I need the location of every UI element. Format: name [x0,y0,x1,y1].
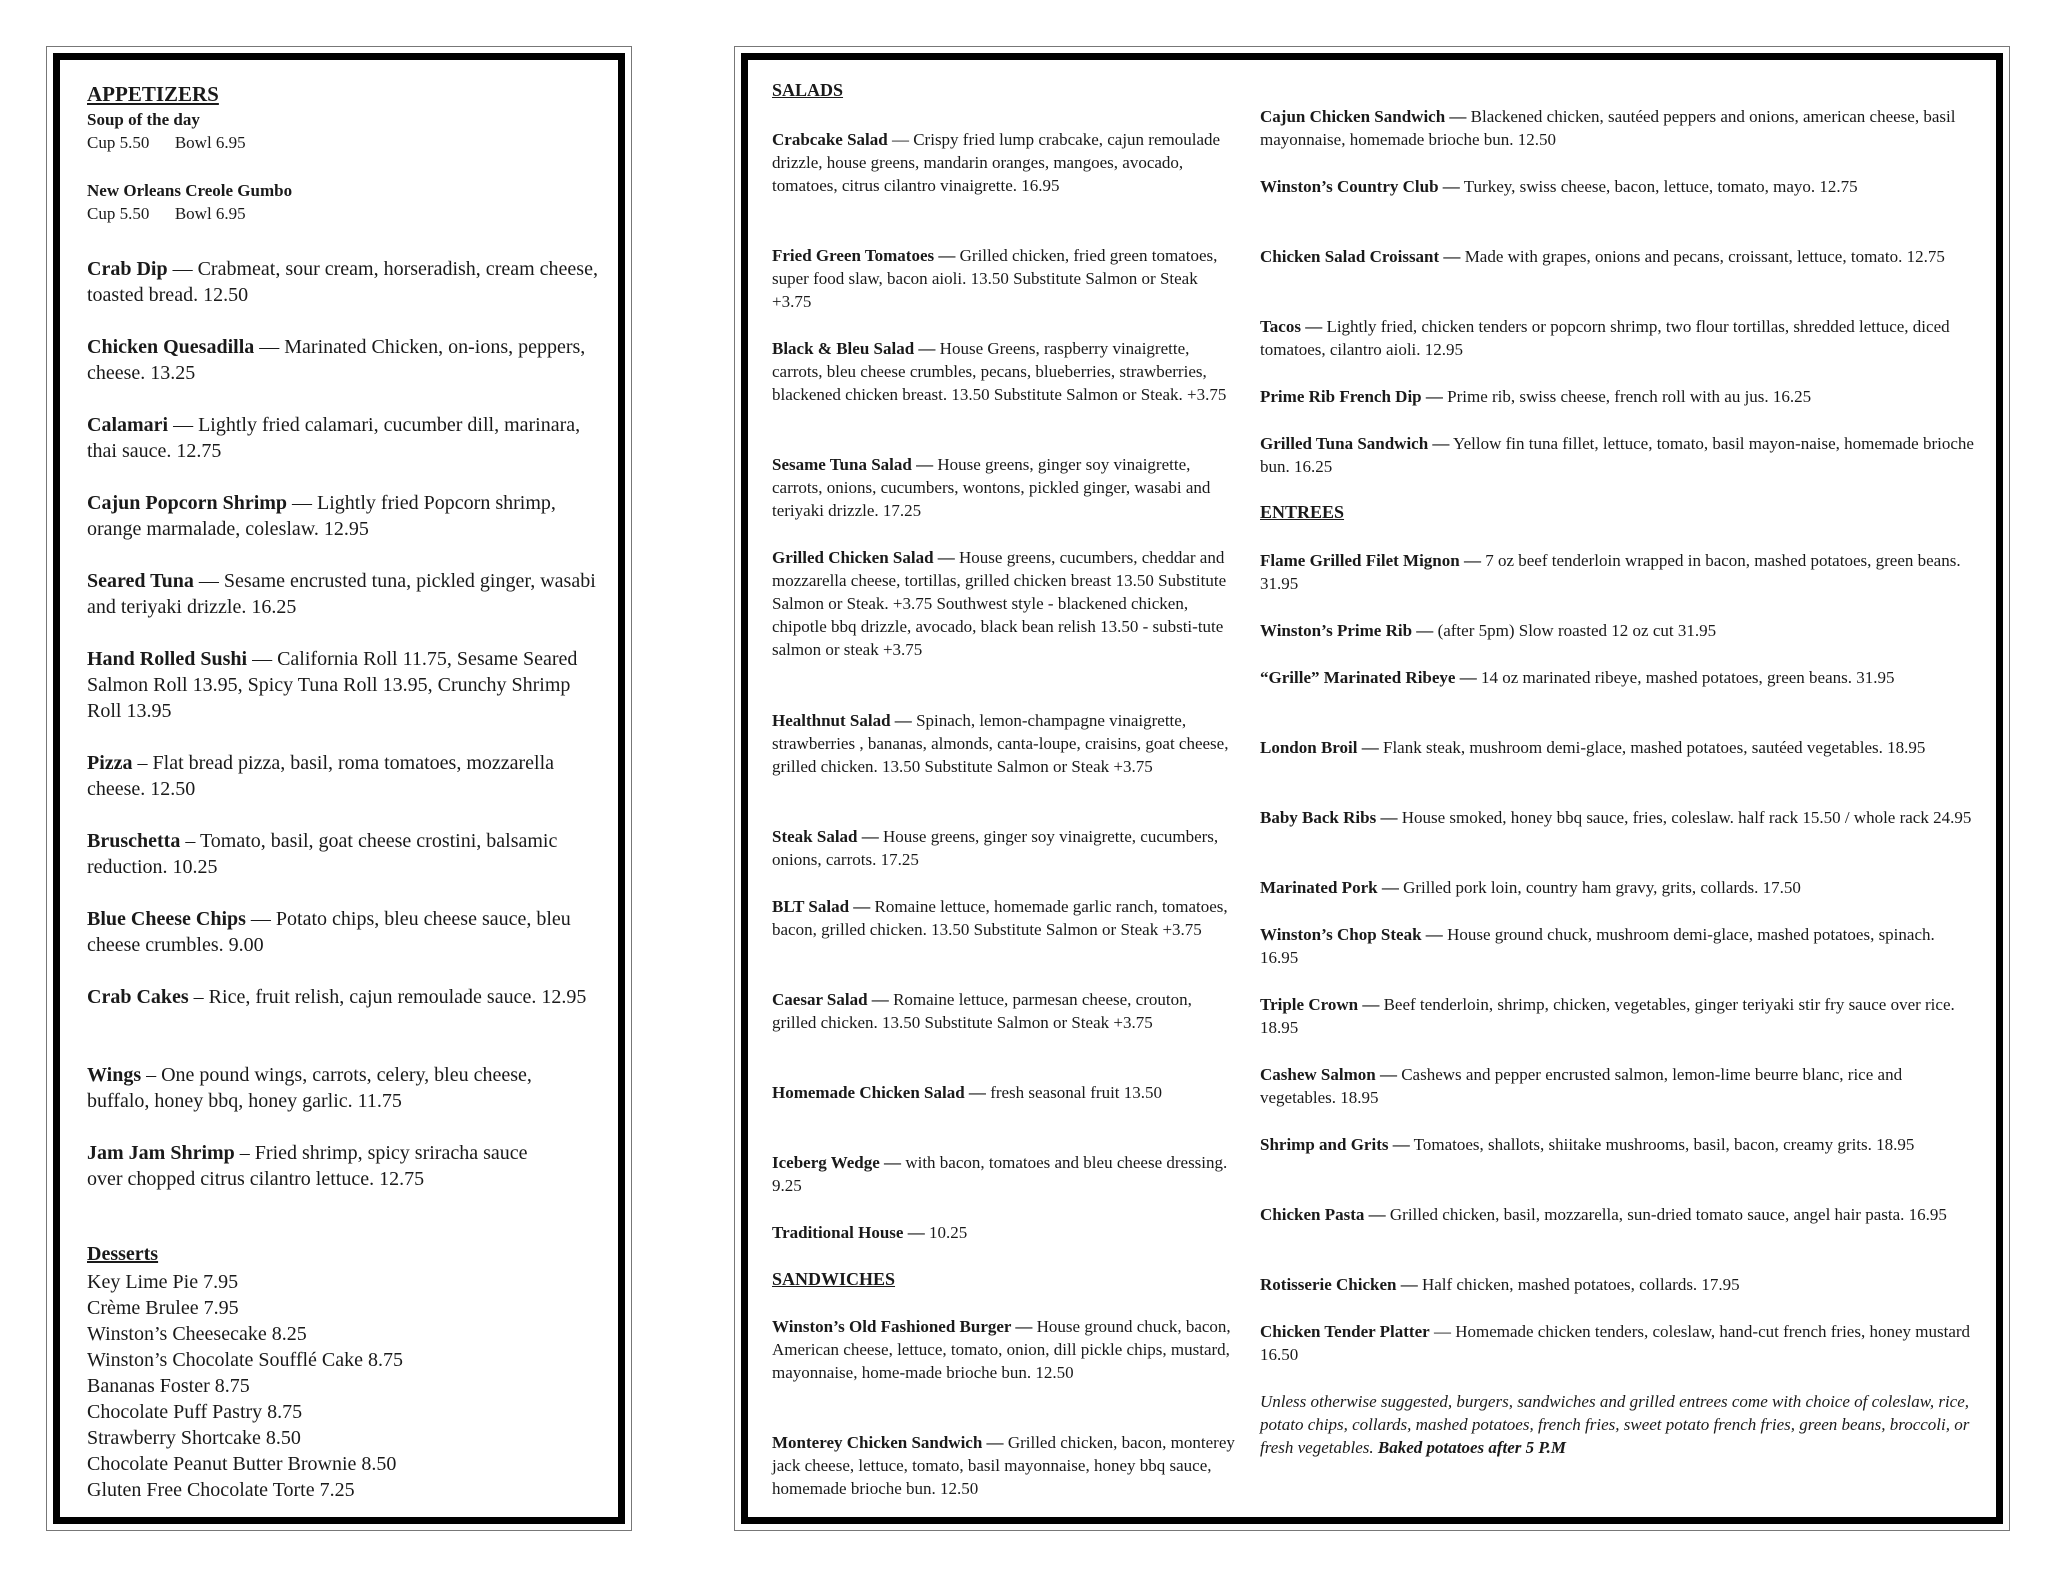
item-desc: Cashews and pepper encrusted salmon, lemon-lime beurre blanc, rice and vegetables. 18.95 [1260,1065,1903,1107]
item-desc: Tomatoes, shallots, shiitake mushrooms, basil, bacon, creamy grits. 18.95 [1409,1135,1915,1154]
item-name: Hand Rolled Sushi [87,648,248,670]
menu-item [1260,1203,1975,1226]
item-name: Seared Tuna [87,570,194,592]
item-name: Chicken Tender Platter [1260,1322,1430,1341]
item-desc: 14 oz marinated ribeye, mashed potatoes, green beans. 31.95 [1476,668,1895,687]
item-desc: (after 5pm) Slow roasted 12 oz cut 31.95 [1433,621,1717,640]
item-desc: — California Roll 11.75, Sesame Seared Salmon Roll 13.95, Spicy Tuna Roll 13.95, Crunchy Shrimp Roll 13.95 [87,648,578,722]
item-desc: – One pound wings, carrots, celery, bleu cheese, buffalo, honey bbq, honey garlic. 11.75 [87,1064,532,1112]
item-desc: House ground chuck, bacon, American cheese, lettuce, tomato, onion, dill pickle chips, mustard, mayonnaise, home-made brioche bun. 12.50 [772,1317,1231,1382]
gumbo-item [87,179,292,225]
salads-heading: SALADS [772,80,844,100]
item-desc: — Sesame encrusted tuna, pickled ginger, wasabi and teriyaki drizzle. 16.25 [87,570,596,618]
item-name: Sesame Tuna Salad — [772,455,934,474]
menu-item [1260,993,1975,1039]
menu-item [1260,175,1975,198]
desserts-heading: Desserts [87,1243,159,1265]
item-name: Flame Grilled Filet Mignon — [1260,551,1481,570]
menu-item [772,709,1237,778]
menu-item [1260,315,1975,361]
item-name: Grilled Tuna Sandwich — [1260,434,1450,453]
item-desc: Spinach, lemon-champagne vinaigrette, strawberries , bananas, almonds, canta-loupe, craisins, goat cheese, grilled chicken. 13.50 Substitute Salmon or Steak +3.75 [772,711,1229,776]
item-name: Chicken Quesadilla [87,336,255,358]
item-desc: 7 oz beef tenderloin wrapped in bacon, mashed potatoes, green beans. 31.95 [1260,551,1961,593]
item-name: Grilled Chicken Salad — [772,548,955,567]
item-desc: fresh seasonal fruit 13.50 [985,1083,1163,1102]
dessert-item: Key Lime Pie 7.95 [87,1271,239,1293]
menu-item [87,1140,557,1192]
soup-price: Cup 5.50 Bowl 6.95 [87,133,246,152]
item-name: Iceberg Wedge — [772,1153,902,1172]
menu-item [87,490,599,542]
left-panel-border [53,53,625,1524]
item-desc: 10.25 [924,1223,968,1242]
item-desc: — Crabmeat, sour cream, horseradish, cream cheese, toasted bread. 12.50 [87,258,598,306]
item-name: Chicken Pasta — [1260,1205,1386,1224]
menu-item [1260,923,1975,969]
menu-item [1260,806,1975,829]
item-name: Steak Salad — [772,827,879,846]
dessert-item: Crème Brulee 7.95 [87,1297,239,1319]
item-name: Homemade Chicken Salad — [772,1083,986,1102]
menu-item [1260,1133,1975,1156]
dessert-item: Strawberry Shortcake 8.50 [87,1427,301,1449]
item-desc: – Rice, fruit relish, cajun remoulade sauce. 12.95 [188,986,587,1008]
menu-item [87,334,599,386]
appetizers-heading: APPETIZERS [87,82,219,106]
item-name: Black & Bleu Salad — [772,339,936,358]
item-desc: Flank steak, mushroom demi-glace, mashed potatoes, sautéed vegetables. 18.95 [1378,738,1926,757]
menu-item [1260,549,1975,595]
menu-item [87,1062,599,1114]
item-desc: Grilled chicken, bacon, monterey jack cheese, lettuce, tomato, basil mayonnaise, honey bbq sauce, homemade brioche bun. 12.50 [772,1433,1235,1498]
item-desc: Yellow fin tuna fillet, lettuce, tomato, basil mayon-naise, homemade brioche bun. 16.25 [1260,434,1974,476]
left-menu-panel [46,46,632,1531]
item-name: Rotisserie Chicken — [1260,1275,1418,1294]
dessert-item: Chocolate Puff Pastry 8.75 [87,1401,303,1423]
item-name: Winston’s Chop Steak — [1260,925,1443,944]
item-name: BLT Salad — [772,897,871,916]
item-desc: House greens, cucumbers, cheddar and mozzarella cheese, tortillas, grilled chicken breast 13.50 Substitute Salmon or Steak. +3.75 Southwest style - blackened chicken, chipotle bbq drizzle, avocado, black bean relish 13.50 - substi-tute salmon or steak +3.75 [772,548,1227,659]
menu-item [772,128,1237,197]
menu-item [1260,385,1975,408]
menu-item [1260,432,1975,478]
item-desc: House smoked, honey bbq sauce, fries, coleslaw. half rack 15.50 / whole rack 24.95 [1397,808,1972,827]
item-name: Blue Cheese Chips [87,908,246,930]
item-name: Winston’s Country Club — [1260,177,1460,196]
item-name: Cajun Chicken Sandwich — [1260,107,1467,126]
item-name: Caesar Salad — [772,990,889,1009]
item-desc: — Homemade chicken tenders, coleslaw, hand-cut french fries, honey mustard 16.50 [1260,1322,1971,1364]
item-name: Monterey Chicken Sandwich — [772,1433,1004,1452]
item-name: Marinated Pork — [1260,878,1399,897]
item-desc: — Crispy fried lump crabcake, cajun remoulade drizzle, house greens, mandarin oranges, mangoes, avocado, tomatoes, citrus cilantro vinaigrette. 16.95 [772,130,1221,195]
item-desc: — Potato chips, bleu cheese sauce, bleu cheese crumbles. 9.00 [87,908,571,956]
entrees-heading: ENTREES [1260,502,1345,522]
soup-name: Soup of the day [87,110,200,129]
soup-item [87,108,246,154]
item-name: Winston’s Prime Rib — [1260,621,1434,640]
item-desc: Grilled pork loin, country ham gravy, grits, collards. 17.50 [1398,878,1801,897]
item-name: Triple Crown — [1260,995,1380,1014]
menu-item [772,1151,1237,1197]
gumbo-price: Cup 5.50 Bowl 6.95 [87,204,246,223]
item-desc: — Lightly fried Popcorn shrimp, orange marmalade, coleslaw. 12.95 [87,492,556,540]
item-desc: House greens, ginger soy vinaigrette, cucumbers, onions, carrots. 17.25 [772,827,1219,869]
footnote-bold: Baked potatoes after 5 P.M [1377,1438,1566,1457]
menu-item [1260,1320,1975,1366]
item-name: Baby Back Ribs — [1260,808,1398,827]
item-name: Fried Green Tomatoes — [772,246,956,265]
item-desc: Romaine lettuce, parmesan cheese, crouton, grilled chicken. 13.50 Substitute Salmon or Steak +3.75 [772,990,1192,1032]
menu-item [772,1431,1237,1500]
item-desc: Lightly fried, chicken tenders or popcorn shrimp, two flour tortillas, shredded lettuce, diced tomatoes, cilantro aioli. 12.95 [1260,317,1950,359]
gumbo-name: New Orleans Creole Gumbo [87,181,293,200]
item-name: Prime Rib French Dip — [1260,387,1443,406]
menu-item [87,412,599,464]
menu-item [87,828,599,880]
menu-item [1260,876,1975,899]
dessert-item: Winston’s Chocolate Soufflé Cake 8.75 [87,1349,404,1371]
item-desc: Half chicken, mashed potatoes, collards. 17.95 [1417,1275,1740,1294]
menu-item [772,825,1237,871]
item-name: Cajun Popcorn Shrimp [87,492,288,514]
menu-item [772,337,1237,406]
item-name: London Broil — [1260,738,1379,757]
item-name: Pizza [87,752,133,774]
item-desc: with bacon, tomatoes and bleu cheese dressing. 9.25 [772,1153,1228,1195]
menu-item [772,1081,1237,1104]
item-desc: Made with grapes, onions and pecans, croissant, lettuce, tomato. 12.75 [1460,247,1945,266]
item-desc: Romaine lettuce, homemade garlic ranch, tomatoes, bacon, grilled chicken. 13.50 Substitute Salmon or Steak +3.75 [772,897,1228,939]
item-desc: Turkey, swiss cheese, bacon, lettuce, tomato, mayo. 12.75 [1459,177,1858,196]
menu-item [772,546,1237,661]
right-menu-panel [734,46,2010,1531]
menu-item [1260,1273,1975,1296]
menu-item [87,750,599,802]
sandwiches-heading: SANDWICHES [772,1269,896,1289]
item-name: Crabcake Salad [772,130,888,149]
menu-item [772,453,1237,522]
item-desc: – Flat bread pizza, basil, roma tomatoes, mozzarella cheese. 12.50 [87,752,555,800]
item-desc: — Lightly fried calamari, cucumber dill, marinara, thai sauce. 12.75 [87,414,581,462]
dessert-item: Chocolate Peanut Butter Brownie 8.50 [87,1453,397,1475]
item-name: Chicken Salad Croissant — [1260,247,1461,266]
item-desc: Grilled chicken, basil, mozzarella, sun-dried tomato sauce, angel hair pasta. 16.95 [1385,1205,1947,1224]
item-desc: House Greens, raspberry vinaigrette, carrots, bleu cheese crumbles, pecans, blueberries, strawberries, blackened chicken breast. 13.50 Substitute Salmon or Steak. +3.75 [772,339,1227,404]
item-name: Healthnut Salad — [772,711,912,730]
item-desc: House ground chuck, mushroom demi-glace, mashed potatoes, spinach. 16.95 [1260,925,1935,967]
menu-item [1260,666,1975,689]
menu-item [1260,105,1975,151]
item-desc: House greens, ginger soy vinaigrette, carrots, onions, cucumbers, wontons, pickled ginger, wasabi and teriyaki drizzle. 17.25 [772,455,1211,520]
item-name: Crab Cakes [87,986,189,1008]
item-desc: — Marinated Chicken, on-ions, peppers, cheese. 13.25 [87,336,586,384]
item-name: “Grille” Marinated Ribeye — [1260,668,1477,687]
dessert-item: Winston’s Cheesecake 8.25 [87,1323,307,1345]
dessert-item: Bananas Foster 8.75 [87,1375,250,1397]
menu-item [772,988,1237,1034]
menu-item [772,1315,1237,1384]
menu-item [1260,619,1975,642]
item-name: Calamari [87,414,169,436]
sides-footnote [1260,1390,1975,1459]
item-name: Winston’s Old Fashioned Burger — [772,1317,1033,1336]
menu-item [772,895,1237,941]
item-name: Bruschetta [87,830,181,852]
item-desc: – Fried shrimp, spicy sriracha sauce over chopped citrus cilantro lettuce. 12.75 [87,1142,528,1190]
menu-item [772,1221,1237,1244]
item-name: Crab Dip [87,258,168,280]
menu-item [87,646,599,724]
menu-item [1260,245,1975,268]
item-name: Wings [87,1064,142,1086]
item-desc: Prime rib, swiss cheese, french roll with au jus. 16.25 [1442,387,1812,406]
item-desc: Grilled chicken, fried green tomatoes, super food slaw, bacon aioli. 13.50 Substitute Salmon or Steak +3.75 [772,246,1218,311]
menu-item [1260,1063,1975,1109]
item-desc: Beef tenderloin, shrimp, chicken, vegetables, ginger teriyaki stir fry sauce over rice. 18.95 [1260,995,1955,1037]
item-desc: – Tomato, basil, goat cheese crostini, balsamic reduction. 10.25 [87,830,558,878]
menu-item [87,984,599,1010]
menu-item [87,256,599,308]
item-name: Traditional House — [772,1223,925,1242]
dessert-item: Gluten Free Chocolate Torte 7.25 [87,1479,355,1501]
item-desc: Blackened chicken, sautéed peppers and onions, american cheese, basil mayonnaise, homemade brioche bun. 12.50 [1260,107,1956,149]
right-panel-border [741,53,2003,1524]
menu-item [87,906,599,958]
item-name: Cashew Salmon — [1260,1065,1397,1084]
item-name: Shrimp and Grits — [1260,1135,1410,1154]
item-name: Jam Jam Shrimp [87,1142,235,1164]
menu-item [1260,736,1975,759]
item-name: Tacos — [1260,317,1323,336]
footnote-text: Unless otherwise suggested, burgers, sandwiches and grilled entrees come with choice of coleslaw, rice, potato chips, collards, mashed potatoes, french fries, sweet potato french fries, green beans, broccoli, or fresh vegetables. [1260,1392,1970,1457]
menu-item [772,244,1237,313]
menu-item [87,568,599,620]
